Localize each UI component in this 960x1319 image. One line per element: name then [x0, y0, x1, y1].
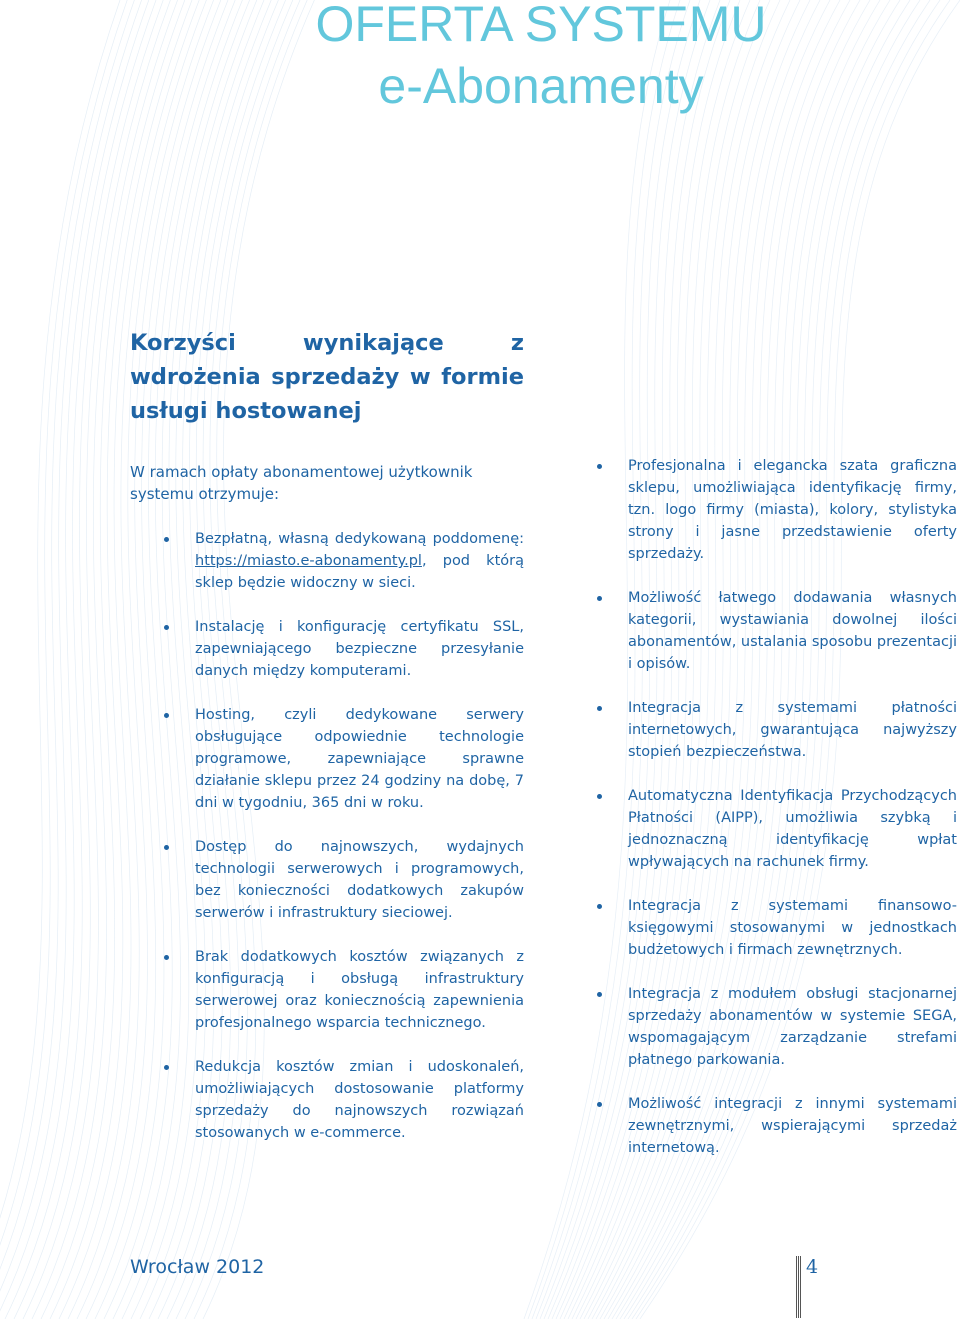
- list-item-text: Integracja z systemami finansowo-księgowymi stosowanymi w jednostkach budżetowych i firmach zewnętrznych.: [628, 898, 957, 958]
- list-item-text: Redukcja kosztów zmian i udoskonaleń, umożliwiających dostosowanie platformy sprzedaży do najnowszych rozwiązań stosowanych w e-commerce.: [195, 1059, 524, 1141]
- bullet-icon: [597, 794, 602, 799]
- intro-paragraph: W ramach opłaty abonamentowej użytkownik systemu otrzymuje:: [130, 463, 473, 503]
- list-item-text: Brak dodatkowych kosztów związanych z konfiguracją i obsługą infrastruktury serwerowej oraz koniecznością zapewnienia profesjonalnego wsparcia technicznego.: [195, 949, 524, 1031]
- bullet-icon: [597, 1102, 602, 1107]
- benefits-list-right: [628, 455, 957, 1181]
- bullet-icon: [164, 845, 169, 850]
- list-item-text: Integracja z modułem obsługi stacjonarnej sprzedaży abonamentów w systemie SEGA, wspomagającym zarządzanie strefami płatnego parkowania.: [628, 986, 957, 1068]
- list-item: [628, 895, 957, 961]
- bullet-icon: [164, 713, 169, 718]
- bullet-icon: [597, 904, 602, 909]
- list-item-text: Dostęp do najnowszych, wydajnych technologii serwerowych i programowych, bez konieczności dodatkowych zakupów serwerów i infrastruktury sieciowej.: [195, 839, 524, 921]
- list-item: [195, 704, 524, 814]
- list-item-text: Możliwość łatwego dodawania własnych kategorii, wystawiania dowolnej ilości abonamentów, ustalania sposobu prezentacji i opisów.: [628, 590, 957, 672]
- list-item: [195, 616, 524, 682]
- list-item: [628, 983, 957, 1071]
- bullet-icon: [164, 955, 169, 960]
- benefits-list-left: [195, 528, 524, 1166]
- list-item-text: , pod którą sklep będzie widoczny w sieci.: [195, 553, 524, 591]
- list-item: [628, 785, 957, 873]
- list-item: [195, 1056, 524, 1144]
- list-item-text: Profesjonalna i elegancka szata graficzna sklepu, umożliwiająca identyfikację firmy, tzn. logo firmy (miasta), kolory, stylistyka strony i jasne przedstawienie oferty sprzedaży.: [628, 458, 957, 562]
- bullet-icon: [597, 596, 602, 601]
- page-title-line-2: e-Abonamenty: [378, 58, 704, 114]
- bullet-icon: [164, 1065, 169, 1070]
- footer-divider: [796, 1256, 801, 1318]
- section-heading: Korzyści wynikające z wdrożenia sprzedaży w formie usługi hostowanej: [130, 330, 524, 424]
- list-item-text: Hosting, czyli dedykowane serwery obsługujące odpowiednie technologie programowe, zapewniające sprawne działanie sklepu przez 24 godziny na dobę, 7 dni w tygodniu, 365 dni w roku.: [195, 707, 524, 811]
- list-item-text: Bezpłatną, własną dedykowaną poddomenę:: [195, 531, 524, 547]
- list-item-text: Automatyczna Identyfikacja Przychodzących Płatności (AIPP), umożliwia szybką i jednoznaczną identyfikację wpłat wpływających na rachunek firmy.: [628, 788, 957, 870]
- footer-city-year: Wrocław 2012: [130, 1256, 265, 1278]
- bullet-icon: [164, 537, 169, 542]
- page-title-line-1: OFERTA SYSTEMU: [315, 0, 767, 52]
- bullet-icon: [164, 625, 169, 630]
- list-item-text: Integracja z systemami płatności internetowych, gwarantująca najwyższy stopień bezpieczeństwa.: [628, 700, 957, 760]
- list-item: [628, 587, 957, 675]
- bullet-icon: [597, 992, 602, 997]
- list-item: [628, 455, 957, 565]
- list-item-text: Instalację i konfigurację certyfikatu SSL, zapewniającego bezpieczne przesyłanie danych między komputerami.: [195, 619, 524, 679]
- list-item: [195, 836, 524, 924]
- bullet-icon: [597, 706, 602, 711]
- list-item: [195, 528, 524, 594]
- list-item: [628, 1093, 957, 1159]
- list-item: [628, 697, 957, 763]
- subdomain-link[interactable]: https://miasto.e-abonamenty.pl: [195, 553, 422, 569]
- page-number: 4: [806, 1256, 819, 1278]
- bullet-icon: [597, 464, 602, 469]
- list-item: [195, 946, 524, 1034]
- list-item-text: Możliwość integracji z innymi systemami zewnętrznymi, wspierającymi sprzedaż internetową.: [628, 1096, 957, 1156]
